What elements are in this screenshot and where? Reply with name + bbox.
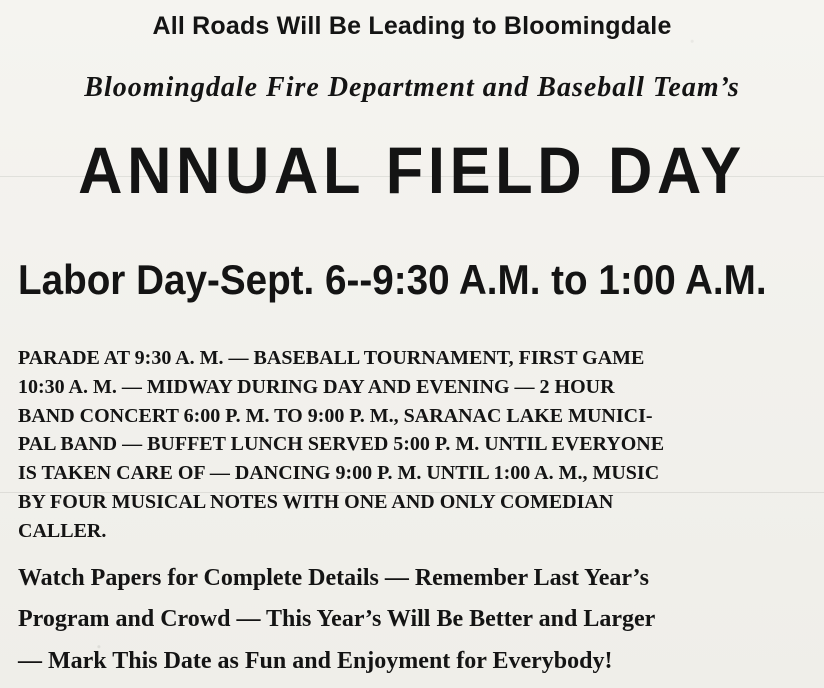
date-line: Labor Day-Sept. 6--9:30 A.M. to 1:00 A.M. bbox=[18, 256, 767, 303]
details-line-1: PARADE AT 9:30 A. M. — BASEBALL TOURNAMENT, FIRST GAME bbox=[18, 347, 645, 369]
closing-line-2: Program and Crowd — This Year’s Will Be Better and Larger bbox=[18, 606, 656, 632]
top-line: All Roads Will Be Leading to Bloomingdale bbox=[152, 12, 672, 40]
sponsor-line: Bloomingdale Fire Department and Baseball Team’s bbox=[84, 72, 740, 103]
event-details bbox=[18, 344, 802, 546]
details-line-4: PAL BAND — BUFFET LUNCH SERVED 5:00 P. M. UNTIL EVERYONE bbox=[18, 433, 665, 456]
event-title: ANNUAL FIELD DAY bbox=[78, 133, 746, 207]
details-line-2: 10:30 A. M. — MIDWAY DURING DAY AND EVENING — 2 HOUR bbox=[18, 375, 615, 398]
details-line-7: CALLER. bbox=[18, 519, 107, 542]
details-line-5: IS TAKEN CARE OF — DANCING 9:00 P. M. UNTIL 1:00 A. M., MUSIC bbox=[18, 462, 660, 485]
closing-line-3: — Mark This Date as Fun and Enjoyment for Everybody! bbox=[18, 648, 613, 674]
details-line-6: BY FOUR MUSICAL NOTES WITH ONE AND ONLY COMEDIAN bbox=[18, 490, 614, 513]
closing-line-1: Watch Papers for Complete Details — Remember Last Year’s bbox=[18, 565, 649, 591]
details-line-3: BAND CONCERT 6:00 P. M. TO 9:00 P. M., SARANAC LAKE MUNICI- bbox=[18, 404, 653, 427]
